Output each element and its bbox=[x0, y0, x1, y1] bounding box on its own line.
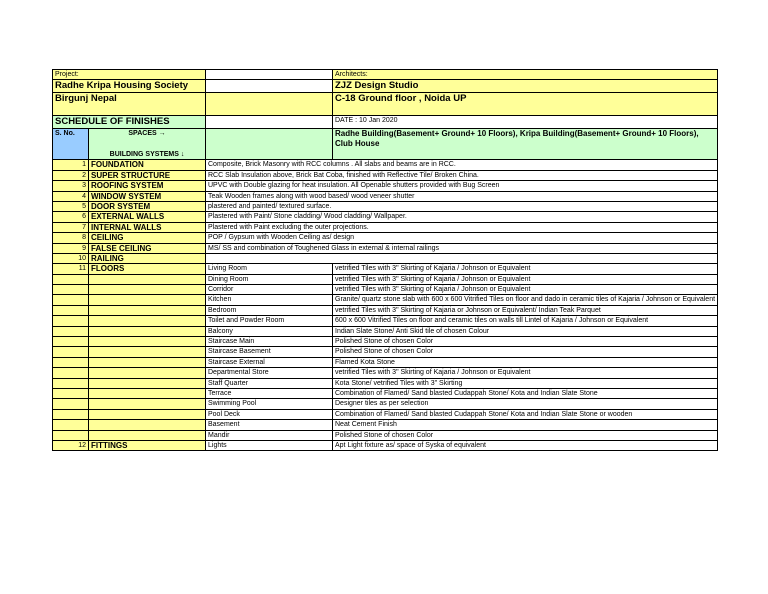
finish-specification: Kota Stone/ vetrified Tiles with 3" Skirting bbox=[333, 378, 718, 388]
system-number bbox=[53, 378, 89, 388]
table-row bbox=[53, 191, 718, 201]
finish-specification: Polished Stone of chosen Color bbox=[333, 337, 718, 347]
system-number bbox=[53, 399, 89, 409]
system-name bbox=[89, 274, 206, 284]
table-row bbox=[53, 357, 718, 367]
table-row bbox=[53, 212, 718, 222]
system-number bbox=[53, 326, 89, 336]
system-name: EXTERNAL WALLS bbox=[89, 212, 206, 222]
table-row bbox=[53, 326, 718, 336]
system-name bbox=[89, 368, 206, 378]
system-number bbox=[53, 409, 89, 419]
system-number: 2 bbox=[53, 170, 89, 180]
table-row bbox=[53, 368, 718, 378]
system-name bbox=[89, 326, 206, 336]
system-number: 10 bbox=[53, 253, 89, 263]
system-specification: RCC Slab Insulation above, Brick Bat Coba, finished with Reflective Tile/ Broken China. bbox=[206, 170, 718, 180]
finish-specification: Designer tiles as per selection bbox=[333, 399, 718, 409]
architects-label: Architects: bbox=[333, 70, 718, 80]
system-number: 7 bbox=[53, 222, 89, 232]
system-number bbox=[53, 295, 89, 305]
system-name: SUPER STRUCTURE bbox=[89, 170, 206, 180]
blank-cell bbox=[206, 70, 333, 80]
system-number: 12 bbox=[53, 440, 89, 450]
space-name: Staircase Basement bbox=[206, 347, 333, 357]
finish-specification: vetrified Tiles with 3" Skirting of Kajaria / Johnson or Equivalent bbox=[333, 285, 718, 295]
table-row bbox=[53, 316, 718, 326]
space-name: Dining Room bbox=[206, 274, 333, 284]
finish-specification: vetrified Tiles with 3" Skirting of Kajaria / Johnson or Equivalent bbox=[333, 274, 718, 284]
system-specification: plastered and painted/ textured surface. bbox=[206, 201, 718, 211]
space-name: Mandir bbox=[206, 430, 333, 440]
system-number bbox=[53, 368, 89, 378]
system-number: 8 bbox=[53, 233, 89, 243]
space-name: Staircase Main bbox=[206, 337, 333, 347]
system-name: RAILING bbox=[89, 253, 206, 263]
system-name bbox=[89, 295, 206, 305]
system-name bbox=[89, 337, 206, 347]
space-name: Basement bbox=[206, 420, 333, 430]
space-name: Kitchen bbox=[206, 295, 333, 305]
system-name: ROOFING SYSTEM bbox=[89, 181, 206, 191]
table-row bbox=[53, 243, 718, 253]
schedule-title: SCHEDULE OF FINISHES bbox=[53, 116, 206, 129]
system-number bbox=[53, 316, 89, 326]
system-number: 3 bbox=[53, 181, 89, 191]
system-specification: MS/ SS and combination of Toughened Glass in external & internal railings bbox=[206, 243, 718, 253]
system-name bbox=[89, 420, 206, 430]
system-number: 4 bbox=[53, 191, 89, 201]
finish-specification: Granite/ quartz stone slab with 600 x 600 Vitrified Tiles on floor and dado in ceramic tiles of Kajaria / Johnson or Equivalent bbox=[333, 295, 718, 305]
finish-specification: Polished Stone of chosen Color bbox=[333, 430, 718, 440]
table-row bbox=[53, 430, 718, 440]
system-number bbox=[53, 388, 89, 398]
system-number bbox=[53, 337, 89, 347]
finish-specification: Combination of Flamed/ Sand blasted Cudappah Stone/ Kota and Indian Slate Stone or wooden bbox=[333, 409, 718, 419]
space-name: Living Room bbox=[206, 264, 333, 274]
system-specification: Plastered with Paint excluding the outer projections. bbox=[206, 222, 718, 232]
space-name: Swimming Pool bbox=[206, 399, 333, 409]
table-row bbox=[53, 222, 718, 232]
system-name: FALSE CEILING bbox=[89, 243, 206, 253]
table-row bbox=[53, 440, 718, 450]
system-number bbox=[53, 305, 89, 315]
system-name: FOUNDATION bbox=[89, 160, 206, 170]
system-name: INTERNAL WALLS bbox=[89, 222, 206, 232]
finish-specification: vetrified Tiles with 3" Skirting of Kajaria or Johnson or Equivalent/ Indian Teak Parquet bbox=[333, 305, 718, 315]
table-row bbox=[53, 295, 718, 305]
system-name bbox=[89, 409, 206, 419]
system-number: 6 bbox=[53, 212, 89, 222]
table-row bbox=[53, 305, 718, 315]
space-name: Departmental Store bbox=[206, 368, 333, 378]
project-label: Project: bbox=[53, 70, 206, 80]
system-specification: Teak Wooden frames along with wood based/ wood veneer shutter bbox=[206, 191, 718, 201]
project-name: Radhe Kripa Housing Society bbox=[53, 80, 206, 93]
spaces-systems-header bbox=[89, 129, 206, 160]
table-row bbox=[53, 420, 718, 430]
table-row bbox=[53, 201, 718, 211]
system-specification: Plastered with Paint/ Stone cladding/ Wood cladding/ Wallpaper. bbox=[206, 212, 718, 222]
system-number: 9 bbox=[53, 243, 89, 253]
system-number: 5 bbox=[53, 201, 89, 211]
system-name bbox=[89, 305, 206, 315]
table-row bbox=[53, 347, 718, 357]
finish-specification: Polished Stone of chosen Color bbox=[333, 347, 718, 357]
finish-specification: Apt Light fixture as/ space of Syska of equivalent bbox=[333, 440, 718, 450]
table-row bbox=[53, 388, 718, 398]
system-number: 11 bbox=[53, 264, 89, 274]
spaces-label: SPACES → bbox=[128, 130, 166, 138]
system-specification: UPVC with Double glazing for heat insulation. All Openable shutters provided with Bug Screen bbox=[206, 181, 718, 191]
system-name bbox=[89, 399, 206, 409]
blank-cell bbox=[206, 93, 333, 116]
system-name bbox=[89, 430, 206, 440]
finish-specification: vetrified Tiles with 3" Skirting of Kajaria / Johnson or Equivalent bbox=[333, 264, 718, 274]
space-name: Lights bbox=[206, 440, 333, 450]
finish-specification: Neat Cement Finish bbox=[333, 420, 718, 430]
system-number: 1 bbox=[53, 160, 89, 170]
system-name: DOOR SYSTEM bbox=[89, 201, 206, 211]
finish-specification: Combination of Flamed/ Sand blasted Cudappah Stone/ Kota and Indian Slate Stone bbox=[333, 388, 718, 398]
system-name: WINDOW SYSTEM bbox=[89, 191, 206, 201]
system-name bbox=[89, 357, 206, 367]
table-row bbox=[53, 170, 718, 180]
table-row bbox=[53, 378, 718, 388]
system-name bbox=[89, 378, 206, 388]
system-number bbox=[53, 285, 89, 295]
system-number bbox=[53, 274, 89, 284]
space-name: Pool Deck bbox=[206, 409, 333, 419]
building-systems-label: BUILDING SYSTEMS ↓ bbox=[109, 151, 185, 159]
date-cell: DATE : 10 Jan 2020 bbox=[333, 116, 718, 129]
table-row bbox=[53, 399, 718, 409]
space-name: Bedroom bbox=[206, 305, 333, 315]
sno-header: S. No. bbox=[53, 129, 89, 160]
table-row bbox=[53, 264, 718, 274]
system-specification: Composite, Brick Masonry with RCC columns . All slabs and beams are in RCC. bbox=[206, 160, 718, 170]
system-specification: POP / Gypsum with Wooden Ceiling as/ design bbox=[206, 233, 718, 243]
schedule-of-finishes-sheet bbox=[52, 69, 718, 451]
system-number bbox=[53, 347, 89, 357]
space-name: Terrace bbox=[206, 388, 333, 398]
system-name: FLOORS bbox=[89, 264, 206, 274]
table-row bbox=[53, 285, 718, 295]
table-row bbox=[53, 409, 718, 419]
finish-specification: 600 x 600 Vitrified Tiles on floor and ceramic tiles on walls till Lintel of Kajaria / Johnson or Equivalent bbox=[333, 316, 718, 326]
table-row bbox=[53, 181, 718, 191]
table-row bbox=[53, 253, 718, 263]
blank-cell bbox=[206, 116, 333, 129]
scope-cell: Radhe Building(Basement+ Ground+ 10 Floors), Kripa Building(Basement+ Ground+ 10 Floors), Club House bbox=[333, 129, 718, 160]
architects-name: ZJZ Design Studio bbox=[333, 80, 718, 93]
table-row bbox=[53, 233, 718, 243]
system-name: FITTINGS bbox=[89, 440, 206, 450]
space-name: Corridor bbox=[206, 285, 333, 295]
system-name bbox=[89, 285, 206, 295]
table-row bbox=[53, 274, 718, 284]
space-name: Staircase External bbox=[206, 357, 333, 367]
system-number bbox=[53, 430, 89, 440]
finish-specification: Flamed Kota Stone bbox=[333, 357, 718, 367]
system-number bbox=[53, 357, 89, 367]
space-name: Toilet and Powder Room bbox=[206, 316, 333, 326]
table-row bbox=[53, 337, 718, 347]
system-name: CEILING bbox=[89, 233, 206, 243]
blank-cell bbox=[206, 129, 333, 160]
project-location: Birgunj Nepal bbox=[53, 93, 206, 116]
space-name: Staff Quarter bbox=[206, 378, 333, 388]
table-row bbox=[53, 160, 718, 170]
finish-specification: Indian Slate Stone/ Anti Skid tile of chosen Colour bbox=[333, 326, 718, 336]
system-name bbox=[89, 316, 206, 326]
system-name bbox=[89, 347, 206, 357]
blank-cell bbox=[206, 80, 333, 93]
blank-cell bbox=[206, 253, 718, 263]
system-number bbox=[53, 420, 89, 430]
architects-address: C-18 Ground floor , Noida UP bbox=[333, 93, 718, 116]
system-name bbox=[89, 388, 206, 398]
finish-specification: vetrified Tiles with 3" Skirting of Kajaria / Johnson or Equivalent bbox=[333, 368, 718, 378]
space-name: Balcony bbox=[206, 326, 333, 336]
